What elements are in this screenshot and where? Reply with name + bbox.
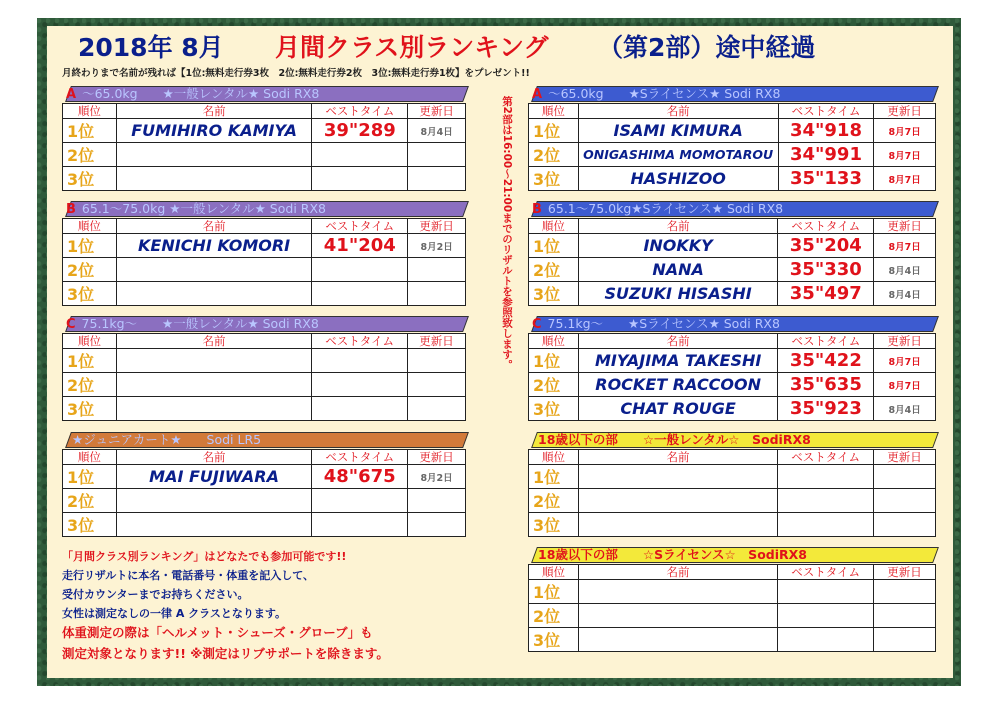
class-banner-text [66,201,470,217]
table-row [529,628,936,652]
best-time-cell [312,489,408,513]
ranking-table [62,449,466,537]
column-header-best: ベストタイム [312,104,408,119]
class-banner-text [532,547,940,563]
updated-date-cell [408,143,466,167]
class-banner-text [532,432,940,448]
name-cell [116,489,311,513]
rank-cell: 2位 [63,489,117,513]
best-time-cell: 34"991 [778,143,874,167]
rank-cell: 2位 [529,258,579,282]
rank-cell: 3位 [63,513,117,537]
table-row [529,373,936,397]
column-header-best: ベストタイム [778,450,874,465]
name-cell: MIYAJIMA TAKESHI [578,349,778,373]
table-row [529,234,936,258]
class-banner-text [66,316,470,332]
ranking-table [62,218,466,306]
name-cell: NANA [578,258,778,282]
best-time-cell: 35"923 [778,397,874,421]
class-title: 75.1kg〜 ★Sライセンス★ Sodi RX8 [547,316,780,331]
table-header [529,104,936,119]
updated-date-cell [408,373,466,397]
ranking-table [62,333,466,421]
table-row [529,119,936,143]
column-header-rank: 順位 [529,565,579,580]
rank-cell: 3位 [529,282,579,306]
updated-date-cell: 8月4日 [874,397,936,421]
best-time-cell [778,628,874,652]
column-header-updated: 更新日 [874,450,936,465]
class-title: ★ジュニアカート★ Sodi LR5 [72,432,262,447]
ranking-table [528,103,936,191]
rank-cell: 3位 [529,628,579,652]
table-row [529,167,936,191]
notes [62,548,502,662]
best-time-cell [778,465,874,489]
updated-date-cell: 8月7日 [874,167,936,191]
table-row [529,349,936,373]
updated-date-cell [408,513,466,537]
title-date: 2018年 8月 [78,33,224,62]
updated-date-cell: 8月4日 [408,119,466,143]
best-time-cell [312,143,408,167]
table-row [63,282,466,306]
rank-cell: 2位 [529,143,579,167]
best-time-cell [312,397,408,421]
column-header-updated: 更新日 [874,334,936,349]
table-row [63,143,466,167]
column-header-best: ベストタイム [778,219,874,234]
class-title: 65.1〜75.0kg ★一般レンタル★ Sodi RX8 [81,201,326,216]
class-title: 〜65.0kg ★Sライセンス★ Sodi RX8 [548,86,781,101]
class-letter: A [66,87,77,102]
column-header-updated: 更新日 [874,104,936,119]
table-row [529,143,936,167]
table-row [529,580,936,604]
column-header-updated: 更新日 [408,219,466,234]
best-time-cell: 41"204 [312,234,408,258]
name-cell: MAI FUJIWARA [116,465,311,489]
column-header-rank: 順位 [63,104,117,119]
best-time-cell: 35"133 [778,167,874,191]
column-header-rank: 順位 [63,334,117,349]
name-cell [578,513,777,537]
updated-date-cell: 8月7日 [874,143,936,167]
name-cell [116,167,312,191]
note-line: 女性は測定なしの一律 A クラスとなります。 [62,607,286,620]
rank-cell: 1位 [529,119,579,143]
name-cell [578,580,777,604]
column-header-best: ベストタイム [312,334,408,349]
best-time-cell [778,513,874,537]
column-header-best: ベストタイム [312,219,408,234]
updated-date-cell [408,282,466,306]
rank-cell: 3位 [63,167,117,191]
table-row [63,167,466,191]
class-letter: C [532,317,542,332]
best-time-cell: 35"204 [778,234,874,258]
table-row [529,397,936,421]
class-title: 18歳以下の部 ☆一般レンタル☆ SodiRX8 [538,432,811,447]
name-cell [116,373,311,397]
page-subtitle: （第2部）途中経過 [598,33,816,62]
rank-cell: 3位 [63,282,117,306]
table-header [529,219,936,234]
class-letter: B [532,202,542,217]
updated-date-cell: 8月7日 [874,373,936,397]
updated-date-cell: 8月7日 [874,349,936,373]
column-header-updated: 更新日 [874,565,936,580]
column-header-best: ベストタイム [778,565,874,580]
table-header [529,565,936,580]
best-time-cell [312,349,408,373]
best-time-cell [312,373,408,397]
name-cell [116,397,311,421]
updated-date-cell: 8月4日 [874,282,936,306]
best-time-cell [778,580,874,604]
class-banner-text [66,432,470,448]
table-row [63,349,466,373]
rank-cell: 3位 [529,167,579,191]
table-row [63,119,466,143]
note-line: 受付カウンターまでお持ちください。 [62,588,249,601]
updated-date-cell [408,349,466,373]
name-cell: ONIGASHIMA MOMOTAROU [578,143,778,167]
updated-date-cell [408,489,466,513]
name-cell: CHAT ROUGE [578,397,778,421]
table-header [529,334,936,349]
table-header [63,104,466,119]
table-row [63,489,466,513]
page-title: 月間クラス別ランキング [275,33,549,62]
name-cell: HASHIZOO [578,167,778,191]
updated-date-cell [874,628,936,652]
table-row [529,604,936,628]
best-time-cell [312,258,408,282]
name-cell: FUMIHIRO KAMIYA [116,119,312,143]
column-header-name: 名前 [578,219,778,234]
name-cell [578,628,777,652]
table-row [529,465,936,489]
column-header-best: ベストタイム [778,104,874,119]
class-banner-text [532,201,940,217]
best-time-cell: 39"289 [312,119,408,143]
updated-date-cell [408,397,466,421]
table-header [529,450,936,465]
rank-cell: 1位 [63,234,117,258]
rank-cell: 1位 [63,119,117,143]
class-title: 18歳以下の部 ☆Sライセンス☆ SodiRX8 [538,547,807,562]
name-cell [116,282,312,306]
prize-note: 月終わりまで名前が残れば【1位:無料走行券3枚 2位:無料走行券2枚 3位:無料走行券1枚】をプレゼント!! [62,68,530,79]
table-row [63,234,466,258]
name-cell: ISAMI KIMURA [578,119,778,143]
name-cell: SUZUKI HISASHI [578,282,778,306]
note-line: 体重測定の際は「ヘルメット・シューズ・グローブ」も [62,625,373,640]
class-title: 75.1kg〜 ★一般レンタル★ Sodi RX8 [81,316,319,331]
best-time-cell: 34"918 [778,119,874,143]
column-header-rank: 順位 [529,219,579,234]
column-header-name: 名前 [116,219,312,234]
table-row [63,513,466,537]
updated-date-cell: 8月2日 [408,234,466,258]
best-time-cell [778,489,874,513]
class-title: 〜65.0kg ★一般レンタル★ Sodi RX8 [82,86,320,101]
best-time-cell: 35"422 [778,349,874,373]
name-cell: ROCKET RACCOON [578,373,778,397]
updated-date-cell: 8月4日 [874,258,936,282]
class-title: 65.1〜75.0kg★Sライセンス★ Sodi RX8 [547,201,784,216]
rank-cell: 1位 [63,465,117,489]
column-header-best: ベストタイム [312,450,408,465]
updated-date-cell [408,258,466,282]
column-header-updated: 更新日 [408,104,466,119]
best-time-cell [778,604,874,628]
column-header-updated: 更新日 [408,334,466,349]
best-time-cell: 48"675 [312,465,408,489]
note-line: 「月間クラス別ランキング」はどなたでも参加可能です!! [62,550,347,563]
updated-date-cell [874,513,936,537]
table-header [63,450,466,465]
name-cell: INOKKY [578,234,778,258]
class-letter: B [66,202,76,217]
column-header-rank: 順位 [529,450,579,465]
name-cell [578,489,777,513]
column-header-rank: 順位 [529,334,579,349]
updated-date-cell: 8月7日 [874,119,936,143]
ranking-table [528,449,936,537]
table-row [63,258,466,282]
best-time-cell [312,282,408,306]
name-cell [116,143,312,167]
class-banner-text [532,86,940,102]
table-row [63,397,466,421]
rank-cell: 3位 [63,397,117,421]
rank-cell: 1位 [529,465,579,489]
rank-cell: 2位 [63,373,117,397]
rank-cell: 2位 [529,373,579,397]
rank-cell: 1位 [529,349,579,373]
ranking-table [528,333,936,421]
column-header-name: 名前 [116,334,311,349]
rank-cell: 1位 [529,234,579,258]
rank-cell: 1位 [63,349,117,373]
name-cell [116,258,312,282]
best-time-cell [312,167,408,191]
ranking-table [62,103,466,191]
column-header-rank: 順位 [63,450,117,465]
updated-date-cell: 8月2日 [408,465,466,489]
rank-cell: 3位 [529,513,579,537]
updated-date-cell [874,489,936,513]
rank-cell: 2位 [63,143,117,167]
vertical-note: 第2部は16:00〜21:00までのリザルトを参照致します。 [501,96,513,370]
best-time-cell [312,513,408,537]
name-cell [116,513,311,537]
best-time-cell: 35"497 [778,282,874,306]
table-row [529,282,936,306]
updated-date-cell [874,465,936,489]
table-row [63,465,466,489]
rank-cell: 2位 [63,258,117,282]
column-header-name: 名前 [578,450,777,465]
rank-cell: 1位 [529,580,579,604]
column-header-rank: 順位 [529,104,579,119]
table-row [63,373,466,397]
class-banner-text [532,316,940,332]
name-cell [578,465,777,489]
class-banner-text [66,86,470,102]
column-header-name: 名前 [578,104,778,119]
table-row [529,489,936,513]
rank-cell: 3位 [529,397,579,421]
name-cell [116,349,311,373]
name-cell [578,604,777,628]
note-line: 測定対象となります!! ※測定はリブサポートを除きます。 [62,646,389,661]
updated-date-cell [408,167,466,191]
table-row [529,258,936,282]
best-time-cell: 35"635 [778,373,874,397]
ranking-table [528,564,936,652]
rank-cell: 2位 [529,489,579,513]
column-header-best: ベストタイム [778,334,874,349]
updated-date-cell [874,580,936,604]
table-header [63,334,466,349]
table-header [63,219,466,234]
updated-date-cell: 8月7日 [874,234,936,258]
column-header-updated: 更新日 [874,219,936,234]
column-header-name: 名前 [116,104,312,119]
ranking-table [528,218,936,306]
updated-date-cell [874,604,936,628]
note-line: 走行リザルトに本名・電話番号・体重を記入して、 [62,569,315,582]
best-time-cell: 35"330 [778,258,874,282]
class-letter: A [532,87,543,102]
column-header-name: 名前 [578,334,778,349]
class-letter: C [66,317,76,332]
rank-cell: 2位 [529,604,579,628]
column-header-updated: 更新日 [408,450,466,465]
table-row [529,513,936,537]
name-cell: KENICHI KOMORI [116,234,312,258]
column-header-name: 名前 [578,565,777,580]
column-header-name: 名前 [116,450,311,465]
column-header-rank: 順位 [63,219,117,234]
